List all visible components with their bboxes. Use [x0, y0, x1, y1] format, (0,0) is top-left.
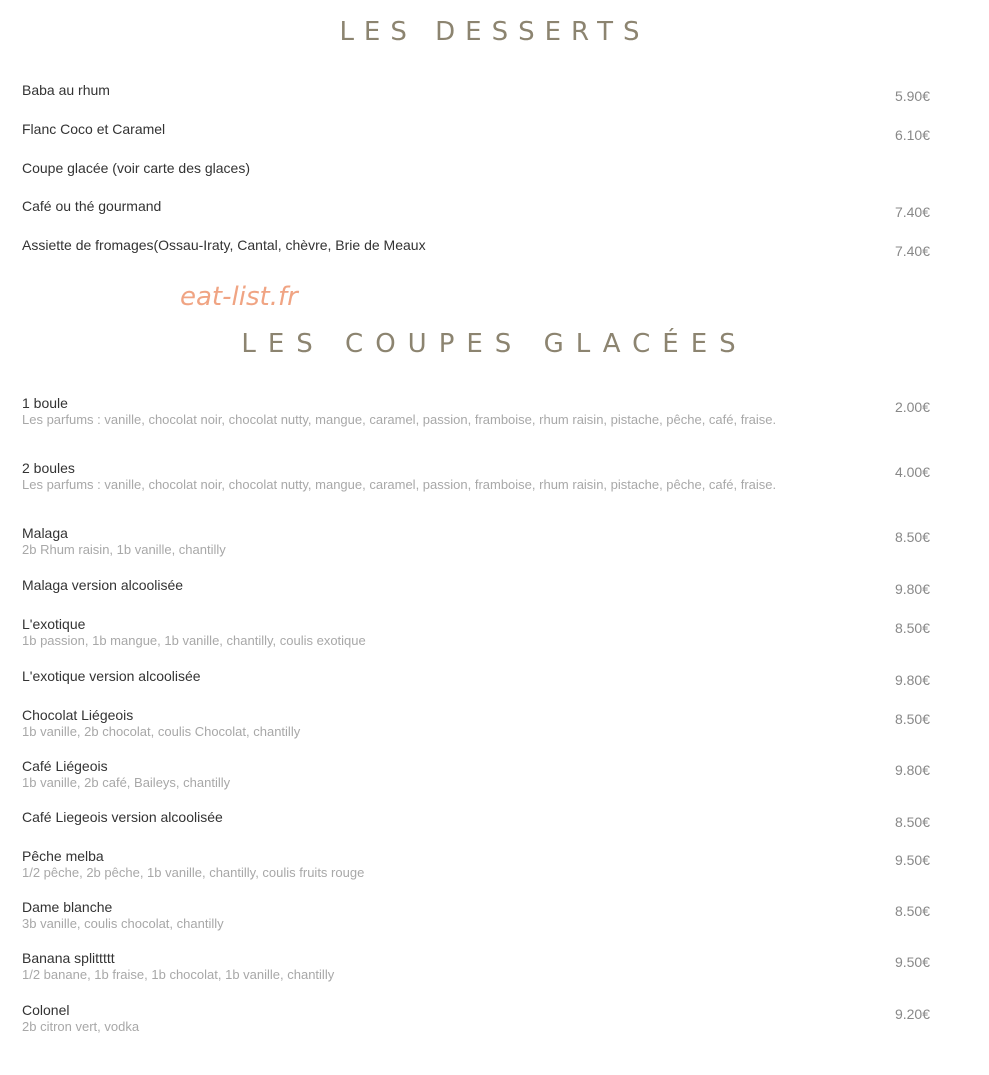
item-price: 6.10€ — [894, 127, 930, 143]
item-description: 3b vanille, coulis chocolat, chantilly — [22, 916, 224, 931]
item-name: Dame blanche — [22, 899, 113, 915]
item-name: Assiette de fromages(Ossau-Iraty, Cantal, chèvre, Brie de Meaux — [22, 237, 426, 253]
item-name: Chocolat Liégeois — [22, 707, 134, 723]
coupes-title: LES COUPES GLACÉES — [241, 329, 748, 359]
watermark-text: eat-list.fr — [180, 282, 298, 312]
item-price: 7.40€ — [894, 204, 930, 220]
item-name: 2 boules — [22, 460, 75, 476]
item-price: 2.00€ — [894, 399, 930, 415]
item-description: Les parfums : vanille, chocolat noir, chocolat nutty, mangue, caramel, passion, framboise, rhum raisin, pistache, pêche, café, fraise. — [22, 477, 777, 492]
item-description: 2b Rhum raisin, 1b vanille, chantilly — [22, 542, 226, 557]
item-name: Café ou thé gourmand — [22, 198, 162, 214]
item-price: 8.50€ — [894, 814, 930, 830]
item-name: L'exotique — [22, 616, 86, 632]
item-name: Malaga — [22, 525, 68, 541]
item-name: L'exotique version alcoolisée — [22, 668, 201, 684]
item-price: 4.00€ — [894, 464, 930, 480]
item-name: Baba au rhum — [22, 82, 110, 98]
item-description: 1b passion, 1b mangue, 1b vanille, chantilly, coulis exotique — [22, 633, 366, 648]
item-description: 1/2 banane, 1b fraise, 1b chocolat, 1b vanille, chantilly — [22, 967, 335, 982]
item-price: 9.50€ — [894, 954, 930, 970]
item-description: 1b vanille, 2b chocolat, coulis Chocolat, chantilly — [22, 724, 301, 739]
item-description: 2b citron vert, vodka — [22, 1019, 140, 1034]
item-price: 9.80€ — [894, 581, 930, 597]
item-name: Coupe glacée (voir carte des glaces) — [22, 160, 251, 176]
item-description: 1/2 pêche, 2b pêche, 1b vanille, chantilly, coulis fruits rouge — [22, 865, 365, 880]
item-name: Café Liegeois version alcoolisée — [22, 809, 223, 825]
item-price: 5.90€ — [894, 88, 930, 104]
item-price: 9.50€ — [894, 852, 930, 868]
item-price: 7.40€ — [894, 243, 930, 259]
item-price: 9.20€ — [894, 1006, 930, 1022]
item-price: 8.50€ — [894, 620, 930, 636]
item-name: Café Liégeois — [22, 758, 108, 774]
item-price: 9.80€ — [894, 672, 930, 688]
item-name: Banana splittttt — [22, 950, 115, 966]
item-description: Les parfums : vanille, chocolat noir, chocolat nutty, mangue, caramel, passion, framboise, rhum raisin, pistache, pêche, café, fraise. — [22, 412, 777, 427]
item-name: Pêche melba — [22, 848, 104, 864]
item-name: 1 boule — [22, 395, 68, 411]
item-description: 1b vanille, 2b café, Baileys, chantilly — [22, 775, 231, 790]
item-name: Malaga version alcoolisée — [22, 577, 184, 593]
item-price: 8.50€ — [894, 711, 930, 727]
item-name: Colonel — [22, 1002, 70, 1018]
item-price: 8.50€ — [894, 529, 930, 545]
item-price: 8.50€ — [894, 903, 930, 919]
item-name: Flanc Coco et Caramel — [22, 121, 166, 137]
item-price: 9.80€ — [894, 762, 930, 778]
desserts-title: LES DESSERTS — [339, 17, 650, 47]
